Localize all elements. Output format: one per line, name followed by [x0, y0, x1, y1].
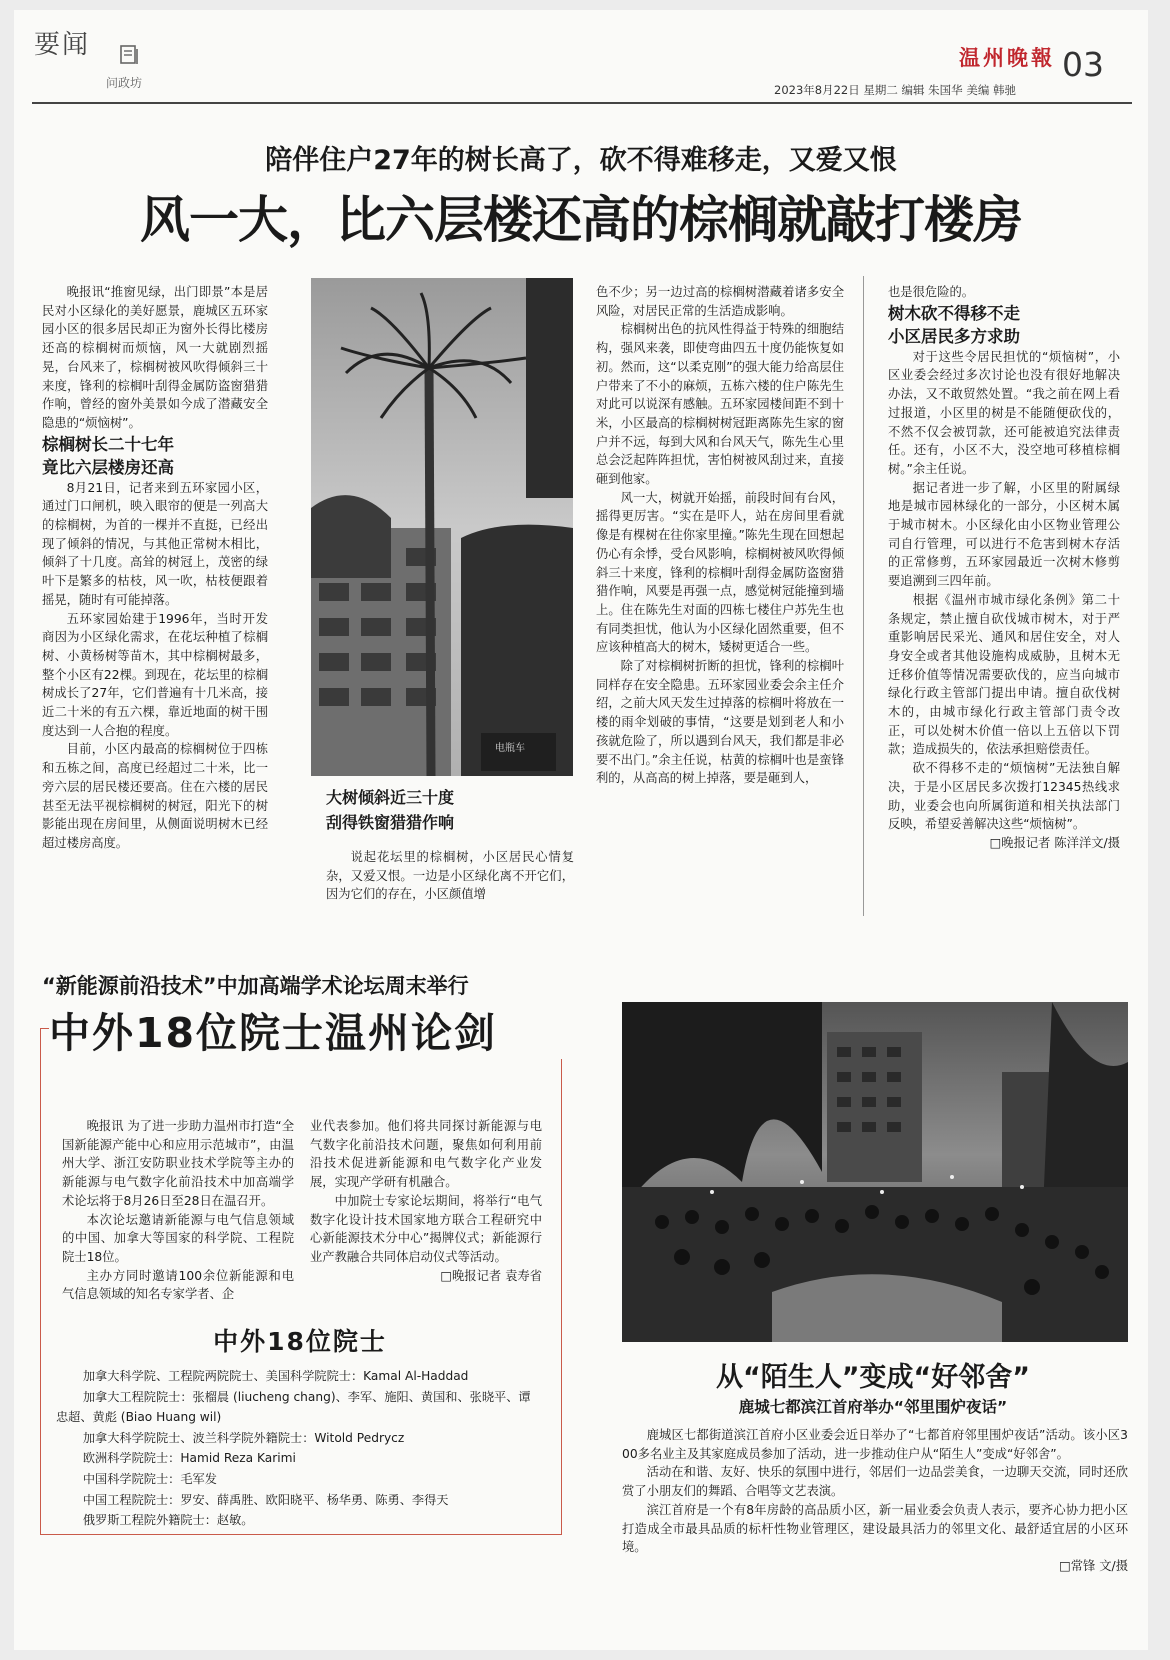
list-item: 加拿大科学院、工程院两院院士、美国科学院院士：Kamal Al-Haddad	[82, 1369, 469, 1383]
list-item: 加拿大工程院院士：张榴晨 (liucheng chang)、李军、施阳、黄国和、张晓平、谭忠超、黄彪 (Biao Huang wil)	[56, 1389, 531, 1425]
list-item: 俄罗斯工程院外籍院士：赵敏。	[82, 1513, 254, 1528]
palm-tree-illustration	[311, 278, 573, 776]
newspaper-name: 温州晚報	[959, 45, 1055, 70]
paragraph: 色不少；另一边过高的棕榈树潜藏着诸多安全风险，对居民正常的生活造成影响。	[596, 285, 844, 318]
story1-kicker: 陪伴住户27年的树长高了，砍不得难移走，又爱又恨	[265, 145, 897, 176]
paragraph: 主办方同时邀请100余位新能源和电气信息领域的知名专家学者、企	[62, 1268, 294, 1302]
paragraph: 砍不得移不走的“烦恼树”无法独自解决，于是小区居民多次拨打12345热线求助，业委会也向所属街道和相关执法部门反映，希望妥善解决这些“烦恼树”。	[888, 761, 1120, 832]
paragraph: 风一大，树就开始摇，前段时间有台风，摇得更厉害。“实在是吓人，站在房间里看就像是有棵树在往你家里撞。”陈先生现在回想起仍心有余悸，受台风影响，棕榈树被风吹得倾斜三十来度，锋利的棕榈叶刮得金属防盗窗猎猎作响，风要是再强一点，感觉树冠能撞到墙上。住在陈先生对面的四栋七楼住户苏先生也有同类担忧，他认为小区绿化固然重要，但不应该种植高大的树木，矮树更适合一些。	[596, 490, 844, 655]
neighborhood-night-photo	[622, 1002, 1128, 1342]
dateline: 2023年8月22日 星期二 编辑 朱国华 美编 韩驰	[774, 83, 1016, 97]
story2-byline: □晚报记者 袁寿省	[440, 1268, 542, 1283]
photo-caption: 大树倾斜近三十度 刮得铁窗猎猎作响	[326, 788, 455, 832]
academician-list	[56, 1366, 542, 1531]
paragraph: 滨江首府是一个有8年房龄的高品质小区，新一届业委会负责人表示，要齐心协力把小区打造成全市最具品质的标杆性物业管理区，建设最具活力的邻里文化、最舒适宜居的小区环境。	[622, 1502, 1128, 1555]
masthead-rule	[32, 102, 1132, 104]
story2-column-1	[62, 1117, 294, 1304]
story1-column-4	[888, 283, 1120, 853]
paragraph: 棕榈树出色的抗风性得益于特殊的细胞结构，强风来袭，即使弯曲四五十度仍能恢复如初。然而，这“以柔克刚”的强大能力给高层住户带来了不小的麻烦，五栋六楼的住户陈先生对此可以说深有感触。五环家园楼间距不到十米，小区最高的棕榈树树冠距离陈先生家的窗户并不远，每到大风和台风天气，陈先生心里总会泛起阵阵担忧，害怕树被风刮过来，直接砸到他家。	[596, 322, 844, 487]
column-divider	[863, 276, 864, 916]
story3-headline: 从“陌生人”变成“好邻舍”	[716, 1362, 1030, 1393]
story2-kicker: “新能源前沿技术”中加高端学术论坛周末举行	[42, 974, 469, 998]
night-gathering-illustration	[622, 1002, 1128, 1342]
list-item: 中国工程院院士：罗安、薛禹胜、欧阳晓平、杨华勇、陈勇、李得天	[82, 1492, 449, 1507]
paragraph: 鹿城区七都街道滨江首府小区业委会近日举办了“七都首府邻里围炉夜话”活动。该小区300多名业主及其家庭成员参加了活动，进一步推动住户从“陌生人”变成“好邻舍”。	[622, 1428, 1128, 1461]
paragraph: 活动在和谐、友好、快乐的氛围中进行，邻居们一边品尝美食，一边聊天交流，同时还欣赏了小朋友们的舞蹈、合唱等文艺表演。	[622, 1465, 1128, 1499]
paragraph: 目前，小区内最高的棕榈树位于四栋和五栋之间，高度已经超过二十米，比一旁六层的居民楼还要高。住在六楼的居民甚至无法平视棕榈树的树冠，阳光下的树影能出现在房间里，从侧面说明树木已经超过楼房高度。	[42, 742, 268, 850]
paragraph: 8月21日，记者来到五环家园小区，通过门口闸机，映入眼帘的便是一列高大的棕榈树，为首的一棵并不直挺，已经出现了倾斜的情况，与其他正常树木相比，倾斜了十几度。高耸的树冠上，茂密的绿叶下是繁多的枯枝，风一吹，枯枝便跟着摇晃，随时有可能掉落。	[42, 480, 268, 607]
story2-headline: 中外18位院士温州论剑	[49, 1000, 569, 1059]
newspaper-page	[14, 10, 1148, 1650]
story3-byline: □常锋 文/摄	[1059, 1558, 1128, 1573]
story2-column-2	[310, 1117, 542, 1285]
paragraph: 本次论坛邀请新能源与电气信息领域的中国、加拿大等国家的科学院、工程院院士18位。	[62, 1212, 294, 1264]
paragraph: 也是很危险的。	[888, 285, 975, 299]
paragraph: 晚报讯 为了进一步助力温州市打造“全国新能源产能中心和应用示范城市”，由温州大学、浙江安防职业技术学院等主办的新能源与电气数字化前沿技术中加高端学术论坛将于8月26日至28日在温召开。	[62, 1119, 294, 1208]
paragraph: 说起花坛里的棕榈树，小区居民心情复杂，又爱又恨。一边是小区绿化离不开它们，因为它们的存在，小区颜值增	[326, 850, 574, 902]
list-item: 加拿大科学院院士、波兰科学院外籍院士：Witold Pedrycz	[82, 1430, 405, 1445]
paragraph: 中加院士专家论坛期间，将举行“电气数字化设计技术国家地方联合工程研究中心新能源技术分中心”揭牌仪式；新能源行业产教融合共同体启动仪式等活动。	[310, 1193, 542, 1264]
list-item: 欧洲科学院院士：Hamid Reza Karimi	[82, 1451, 296, 1466]
column-tag: 问政坊	[106, 76, 143, 90]
list-item: 中国科学院院士：毛军发	[82, 1471, 217, 1486]
story1-subhead-2: 树木砍不得移不走 小区居民多方求助	[888, 303, 1020, 346]
paragraph: 根据《温州市城市绿化条例》第二十条规定，禁止擅自砍伐城市树木，对于严重影响居民采光、通风和居住安全，对人身安全或者其他设施构成威胁，且树木无迁移价值等情况需要砍伐的，应当向城市绿化行政主管部门提出申请。擅自砍伐树木的，由城市绿化行政主管部门责令改正，可以处树木价值一倍以上五倍以下罚款；造成损失的，依法承担赔偿责任。	[888, 592, 1120, 757]
story1-subhead-1: 棕榈树长二十七年 竟比六层楼房还高	[42, 434, 174, 477]
story1-headline: 风一大，比六层楼还高的棕榈就敲打楼房	[140, 191, 1022, 249]
story1-column-3	[596, 283, 844, 788]
story1-column-1	[42, 283, 268, 853]
story3-kicker: 鹿城七都滨江首府举办“邻里围炉夜话”	[738, 1398, 1008, 1416]
academician-list-title: 中外18位院士	[213, 1327, 387, 1356]
paragraph: 对于这些令居民担忧的“烦恼树”，小区业委会经过多次讨论也没有很好地解决办法，又不敢贸然处置。“我之前在网上看过报道，小区里的树是不能随便砍伐的，不然不仅会被罚款，还可能被追究法律责任。还有，小区不大，没空地可移植棕榈树。”余主任说。	[888, 349, 1120, 476]
photo-sign: 电瓶车	[495, 743, 525, 754]
paragraph: 五环家园始建于1996年，当时开发商因为小区绿化需求，在花坛种植了棕榈树、小黄杨树等苗木，其中棕榈树最多，整个小区有22棵。到现在，花坛里的棕榈树成长了27年，它们普遍有十几米高，接近二十米的有五六棵，靠近地面的树干围度达到一人合抱的程度。	[42, 611, 268, 738]
section-title: 要闻	[34, 30, 91, 60]
page-number: 03	[1062, 45, 1104, 84]
story1-column-2	[326, 848, 574, 904]
palm-tree-photo	[311, 278, 573, 776]
paragraph: 业代表参加。他们将共同探讨新能源与电气数字化前沿技术问题，聚焦如何利用前沿技术促进新能源和电气数字化产业发展，实现产学研有机融合。	[310, 1119, 542, 1190]
paragraph: 据记者进一步了解，小区里的附属绿地是城市园林绿化的一部分，小区树木属于城市树木。小区绿化由小区物业管理公司自行管理，可以进行不危害到树木存活的正常修剪，五环家园最近一次树木修剪要追溯到三四年前。	[888, 480, 1120, 589]
paragraph: 晚报讯“推窗见绿，出门即景”本是居民对小区绿化的美好愿景，鹿城区五环家园小区的很多居民却正为窗外长得比楼房还高的棕榈树而烦恼，风一大就剧烈摇晃，台风来了，棕榈树被风吹得倾斜三十来度，锋利的棕榈叶刮得金属防盗窗猎猎作响，曾经的窗外美景如今成了潜藏安全隐患的“烦恼树”。	[42, 285, 268, 430]
column-tag-icon	[117, 44, 141, 66]
story3-body	[622, 1426, 1128, 1576]
paragraph: 除了对棕榈树折断的担忧，锋利的棕榈叶同样存在安全隐患。五环家园业委会余主任介绍，之前大风天发生过掉落的棕榈叶将放在一楼的雨伞划破的事情，“这要是划到老人和小孩就危险了，所以遇到台风天，我们都是非必要不出门。”余主任说，枯黄的棕榈叶也是蛮锋利的，从高高的树上掉落，要是砸到人，	[596, 659, 844, 786]
story1-byline: □晚报记者 陈洋洋文/摄	[989, 835, 1120, 850]
